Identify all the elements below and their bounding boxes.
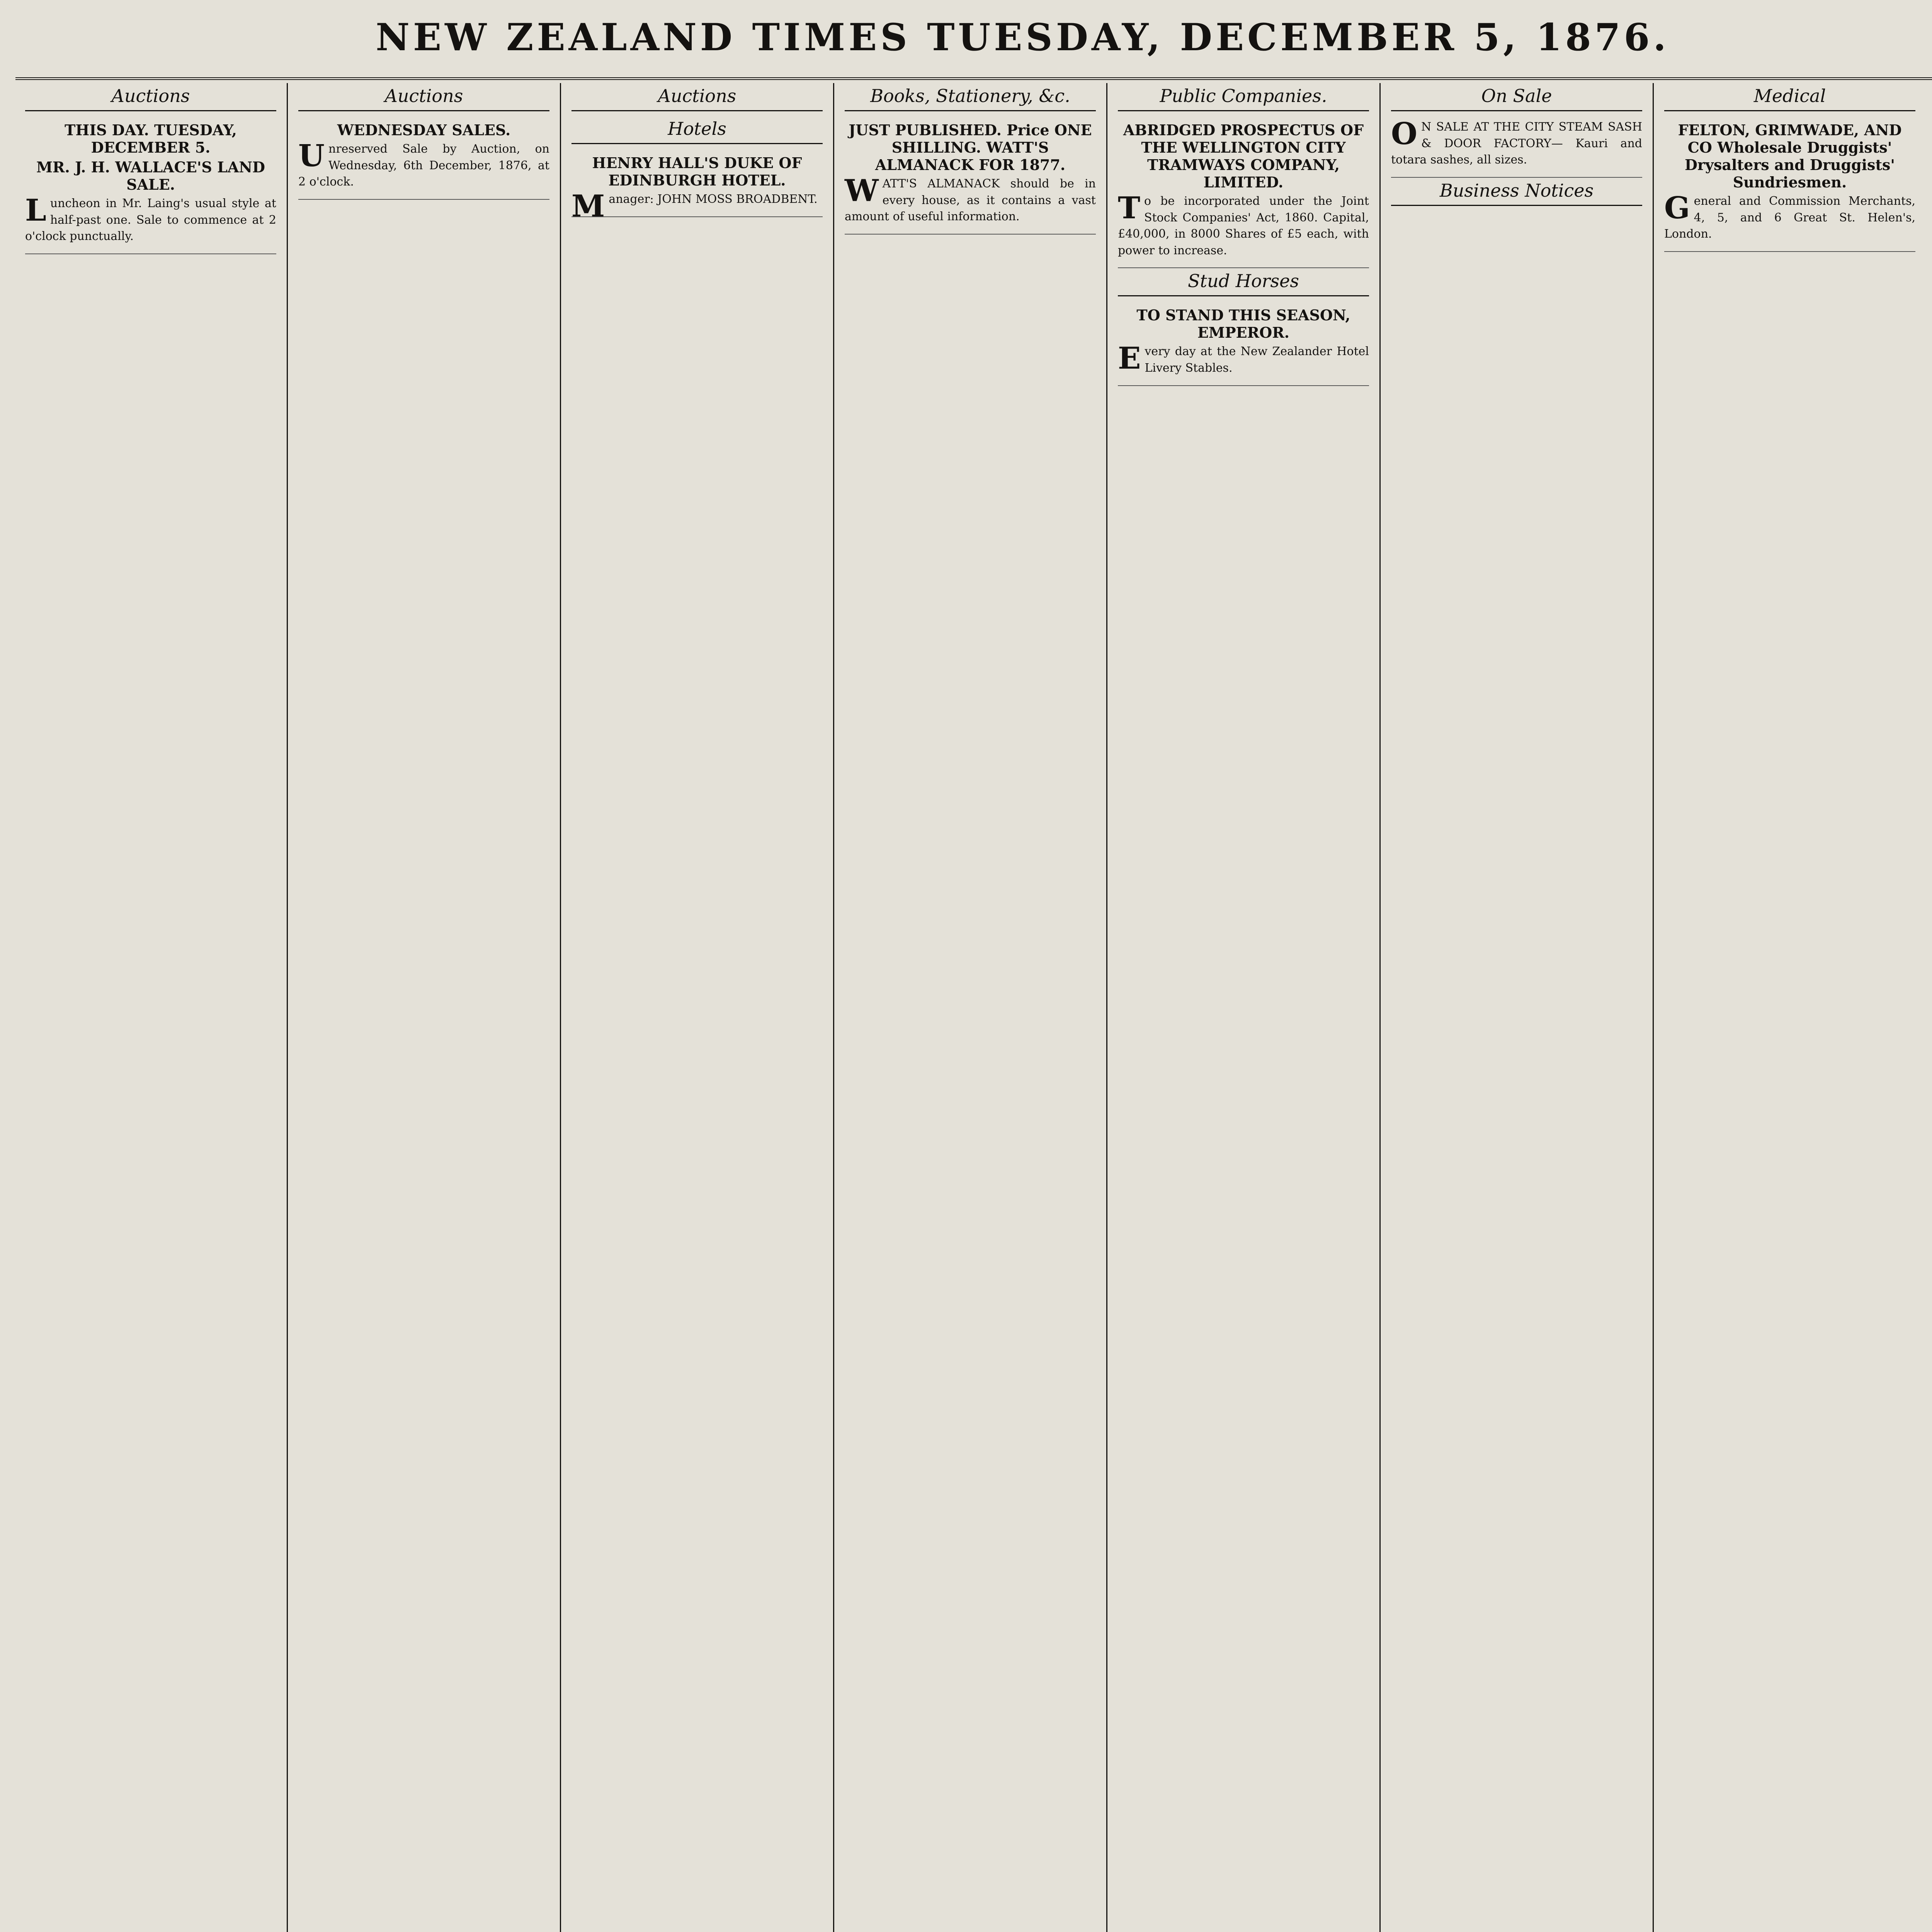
section-header-auctions: Auctions	[571, 83, 823, 111]
column-rule	[833, 83, 834, 1932]
ad-heading: FELTON, GRIMWADE, AND CO Wholesale Druggists' Drysalters and Druggists' Sundriesmen.	[1678, 121, 1902, 191]
column-1	[17, 83, 284, 1932]
section-header-auctions: Auctions	[298, 83, 549, 111]
ad-body: To be incorporated under the Joint Stock Companies' Act, 1860. Capital, £40,000, in 8000 Shares of £5 each, with power to increase.	[1118, 190, 1369, 257]
duke-of-edinburgh-hotel-ad	[571, 149, 823, 224]
section-header-on-sale: On Sale	[1391, 83, 1642, 111]
ad-heading: TO STAND THIS SEASON, EMPEROR.	[1136, 306, 1350, 342]
ad-body: WATT'S ALMANACK should be in every house, as it contains a vast amount of useful information.	[845, 173, 1096, 224]
section-header-business-notices: Business Notices	[1391, 178, 1642, 206]
section-header-hotels: Hotels	[571, 116, 823, 144]
beauchamp-wednesday-sales-ad	[298, 116, 549, 200]
watts-almanack-ad	[845, 116, 1096, 235]
column-4	[837, 83, 1104, 1932]
ad-body: Unreserved Sale by Auction, on Wednesday, 6th December, 1876, at 2 o'clock.	[298, 138, 549, 189]
column-2	[291, 83, 557, 1932]
ad-heading: ABRIDGED PROSPECTUS OF THE WELLINGTON CITY TRAMWAYS COMPANY, LIMITED.	[1123, 121, 1364, 191]
masthead: NEW ZEALAND TIMES TUESDAY, DECEMBER 5, 1876.	[376, 15, 1670, 59]
masthead-rule	[15, 77, 1932, 80]
city-steam-sash-factory-ad	[1391, 116, 1642, 178]
ad-body: Every day at the New Zealander Hotel Livery Stables.	[1118, 341, 1369, 376]
section-header-public-companies: Public Companies.	[1118, 83, 1369, 111]
section-header-auctions: Auctions	[25, 83, 276, 111]
section-header-books: Books, Stationery, &c.	[845, 83, 1096, 111]
column-5	[1110, 83, 1377, 1932]
ad-heading: WEDNESDAY SALES.	[337, 121, 511, 139]
stud-horse-emperor-ad	[1118, 301, 1369, 386]
section-header-stud-horses: Stud Horses	[1118, 268, 1369, 296]
column-rule	[1106, 83, 1107, 1932]
ad-body: ON SALE AT THE CITY STEAM SASH & DOOR FACTORY— Kauri and totara sashes, all sizes.	[1391, 116, 1642, 167]
column-rule	[1379, 83, 1381, 1932]
ad-heading: JUST PUBLISHED. Price ONE SHILLING. WATT'S ALMANACK FOR 1877.	[849, 121, 1092, 173]
city-tramways-prospectus-ad	[1118, 116, 1369, 268]
felton-grimwade-ad	[1664, 116, 1915, 252]
ad-heading: THIS DAY. TUESDAY, DECEMBER 5.	[65, 121, 237, 156]
column-rule	[1653, 83, 1654, 1932]
ad-body: Manager: JOHN MOSS BROADBENT.	[571, 189, 818, 224]
column-rule	[560, 83, 561, 1932]
ad-body: General and Commission Merchants, 4, 5, and 6 Great St. Helen's, London.	[1664, 190, 1915, 241]
column-3	[564, 83, 830, 1932]
wallace-land-sale-ad	[25, 116, 276, 254]
column-7	[1656, 83, 1923, 1932]
ad-heading: HENRY HALL'S DUKE OF EDINBURGH HOTEL.	[592, 154, 802, 189]
ad-title: MR. J. H. WALLACE'S LAND SALE.	[36, 158, 265, 193]
section-header-medical: Medical	[1664, 83, 1915, 111]
column-6	[1383, 83, 1650, 1932]
column-rule	[287, 83, 288, 1932]
ad-body: Luncheon in Mr. Laing's usual style at half-past one. Sale to commence at 2 o'clock punctually.	[25, 193, 276, 243]
